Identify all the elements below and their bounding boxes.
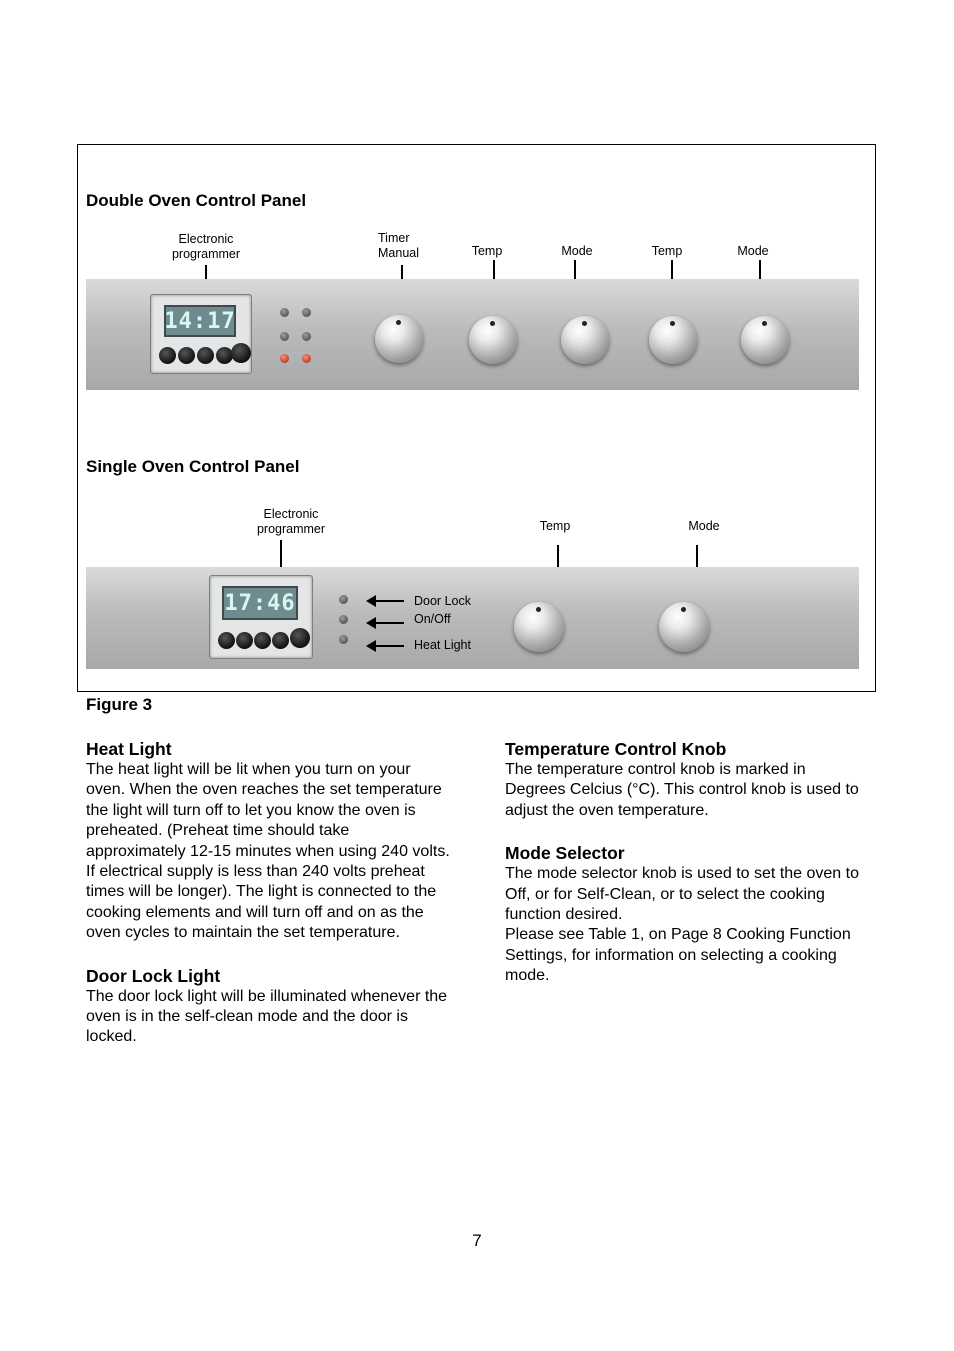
mode-selector-body-2: Please see Table 1, on Page 8 Cooking Function Settings, for information on selecting a cooking mode. xyxy=(505,926,851,985)
heat-light-body: The heat light will be lit when you turn on your oven. When the oven reaches the set temperature the light will turn off to let you know the oven is preheated. (Preheat time should take approximately 12-15 minutes when using 240 volts. If electrical supply is less than 240 volts preheat times will be longer). The light is connected to the cooking elements and will turn off and on as the oven cycles to maintain the set temperature. xyxy=(86,761,450,942)
indicator-lamp xyxy=(302,308,311,317)
indicator-lamp xyxy=(302,332,311,341)
single-oven-panel-photo xyxy=(86,567,859,669)
programmer-button xyxy=(218,632,235,649)
double-oven-panel-photo xyxy=(86,279,859,390)
programmer-button xyxy=(178,347,195,364)
heat-light-lamp xyxy=(339,635,348,644)
programmer-button xyxy=(159,347,176,364)
upper-temp-knob xyxy=(469,316,517,364)
upper-mode-knob xyxy=(561,316,609,364)
label-temp-single: Temp xyxy=(539,519,571,533)
door-lock-lamp xyxy=(339,595,348,604)
timer-knob xyxy=(375,315,423,363)
programmer-button xyxy=(272,632,289,649)
programmer-button xyxy=(290,628,310,648)
programmer-display: 14:17 xyxy=(164,305,236,337)
programmer-button xyxy=(254,632,271,649)
label-mode-upper: Mode xyxy=(561,244,593,258)
temperature-knob-title: Temperature Control Knob xyxy=(505,739,727,759)
programmer-display-single: 17:46 xyxy=(222,586,298,620)
label-heat-light: Heat Light xyxy=(414,638,471,652)
page-number: 7 xyxy=(472,1231,482,1250)
lower-temp-knob xyxy=(649,316,697,364)
door-lock-light-title: Door Lock Light xyxy=(86,965,221,986)
figure-caption: Figure 3 xyxy=(86,695,153,714)
arrow-onoff xyxy=(368,622,404,624)
programmer-button xyxy=(197,347,214,364)
label-door-lock: Door Lock On/Off xyxy=(414,594,471,626)
temp-knob-single xyxy=(514,602,564,652)
programmer-housing xyxy=(150,294,252,374)
label-electronic-programmer-single: Electronic programmer xyxy=(256,507,326,536)
heat-light-title: Heat Light xyxy=(86,739,172,759)
label-electronic-programmer: Electronic programmer xyxy=(171,232,241,261)
arrow-heat-light xyxy=(368,645,404,647)
temperature-knob-body: The temperature control knob is marked in Degrees Celcius (°C). This control knob is used to adjust the oven temperature. xyxy=(505,761,859,819)
indicator-lamp xyxy=(280,332,289,341)
single-panel-title: Single Oven Control Panel xyxy=(86,457,300,476)
label-temp-lower: Temp xyxy=(651,244,683,258)
programmer-button xyxy=(236,632,253,649)
mode-knob-single xyxy=(659,602,709,652)
mode-selector-body-1: The mode selector knob is used to set the oven to Off, or for Self-Clean, or to select the cooking function desired. xyxy=(505,865,859,924)
indicator-lamp xyxy=(280,354,289,363)
programmer-housing-single xyxy=(209,575,313,659)
label-mode-lower: Mode xyxy=(737,244,769,258)
label-timer-manual: Timer Manual xyxy=(378,231,419,260)
left-column xyxy=(86,739,451,1048)
programmer-button xyxy=(231,343,251,363)
label-mode-single: Mode xyxy=(688,519,720,533)
double-panel-title: Double Oven Control Panel xyxy=(86,191,307,210)
indicator-lamp xyxy=(280,308,289,317)
right-column xyxy=(505,739,870,987)
label-temp-upper: Temp xyxy=(471,244,503,258)
lower-mode-knob xyxy=(741,316,789,364)
mode-selector-title: Mode Selector xyxy=(505,843,625,864)
door-lock-light-body: The door lock light will be illuminated whenever the oven is in the self-clean mode and the door is locked. xyxy=(86,987,448,1046)
lamp xyxy=(339,615,348,624)
arrow-door-lock xyxy=(368,600,404,602)
indicator-lamp xyxy=(302,354,311,363)
